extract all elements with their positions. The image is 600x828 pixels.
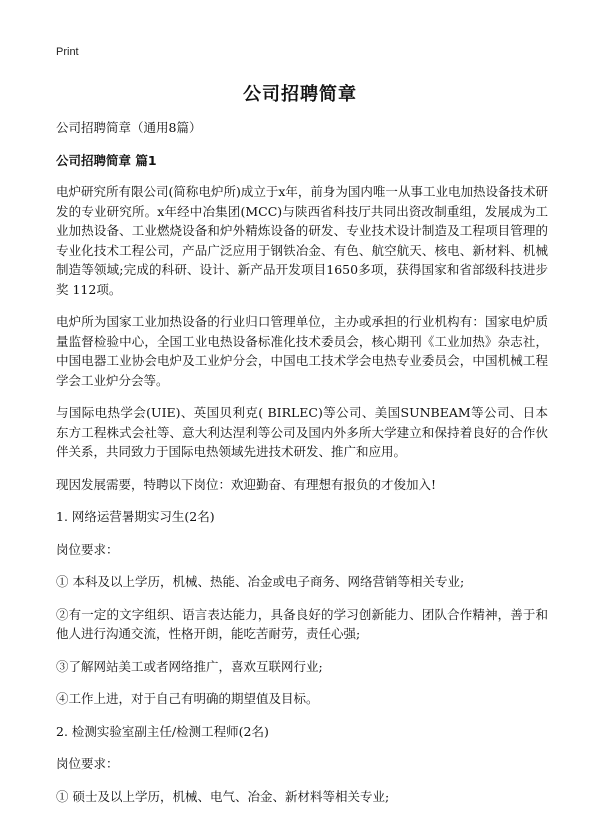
- paragraph-hiring-intro: 现因发展需要，特聘以下岗位：欢迎勤奋、有理想有报负的才俊加入!: [56, 476, 437, 492]
- job-requirements-label-2: 岗位要求：: [56, 756, 119, 771]
- document-subtitle: 公司招聘简章（通用8篇）: [56, 120, 202, 135]
- job-1-requirement-4: ④工作上进，对于自己有明确的期望值及目标。: [56, 691, 319, 706]
- job-requirements-label-1: 岗位要求：: [56, 541, 119, 557]
- job-1-requirement-3: ③了解网站美工或者网络推广，喜欢互联网行业;: [56, 658, 323, 674]
- paragraph-company-intro: 电炉研究所有限公司(简称电炉所)成立于x年，前身为国内唯一从事工业电加热设备技术研发的专业研究所。x年经中冶集团(MCC)与陕西省科技厅共同出资改制重组，发展成为工业加热设备、工业燃烧设备和炉外精炼设备的研发、专业技术设计制造及工程项目管理的专业化技术工程公司，产品广泛应用于钢铁冶金、有色、航空航天、核电、新材料、机械制造等领域;完成的科研、设计、新产品开发项目1650多项，获得国家和省部级科技进步奖 112项。: [56, 184, 548, 297]
- paragraph-partners: 与国际电热学会(UIE)、英国贝利克( BIRLEC)等公司、美国SUNBEAM等公司、日本东方工程株式会社等、意大利达涅利等公司及国内外多所大学建立和保持着良好的合作伙伴关系，共同致力于国际电热领域先进技术研发、推广和应用。: [56, 405, 548, 459]
- paragraph-industry-role: 电炉所为国家工业加热设备的行业归口管理单位，主办或承担的行业机构有：国家电炉质量监督检验中心，全国工业电热设备标准化技术委员会，核心期刊《工业加热》杂志社，中国电器工业协会电炉及工业炉分会，中国电工技术学会电热专业委员会，中国机械工程学会工业炉分会等。: [56, 314, 548, 388]
- section-heading: 公司招聘简章 篇1: [56, 152, 157, 168]
- job-title-2: 2. 检测实验室副主任/检测工程师(2名): [56, 723, 269, 739]
- job-title-1: 1. 网络运营暑期实习生(2名): [56, 509, 215, 524]
- job-2-requirement-1: ① 硕士及以上学历，机械、电气、冶金、新材料等相关专业;: [56, 788, 390, 804]
- document-body: [56, 118, 548, 819]
- print-label: Print: [56, 46, 79, 58]
- job-1-requirement-1: ① 本科及以上学历，机械、热能、冶金或电子商务、网络营销等相关专业;: [56, 574, 465, 589]
- document-title: 公司招聘简章: [243, 84, 357, 105]
- job-1-requirement-2: ②有一定的文字组织、语言表达能力，具备良好的学习创新能力、团队合作精神，善于和他人进行沟通交流，性格开朗，能吃苦耐劳，责任心强;: [56, 606, 548, 641]
